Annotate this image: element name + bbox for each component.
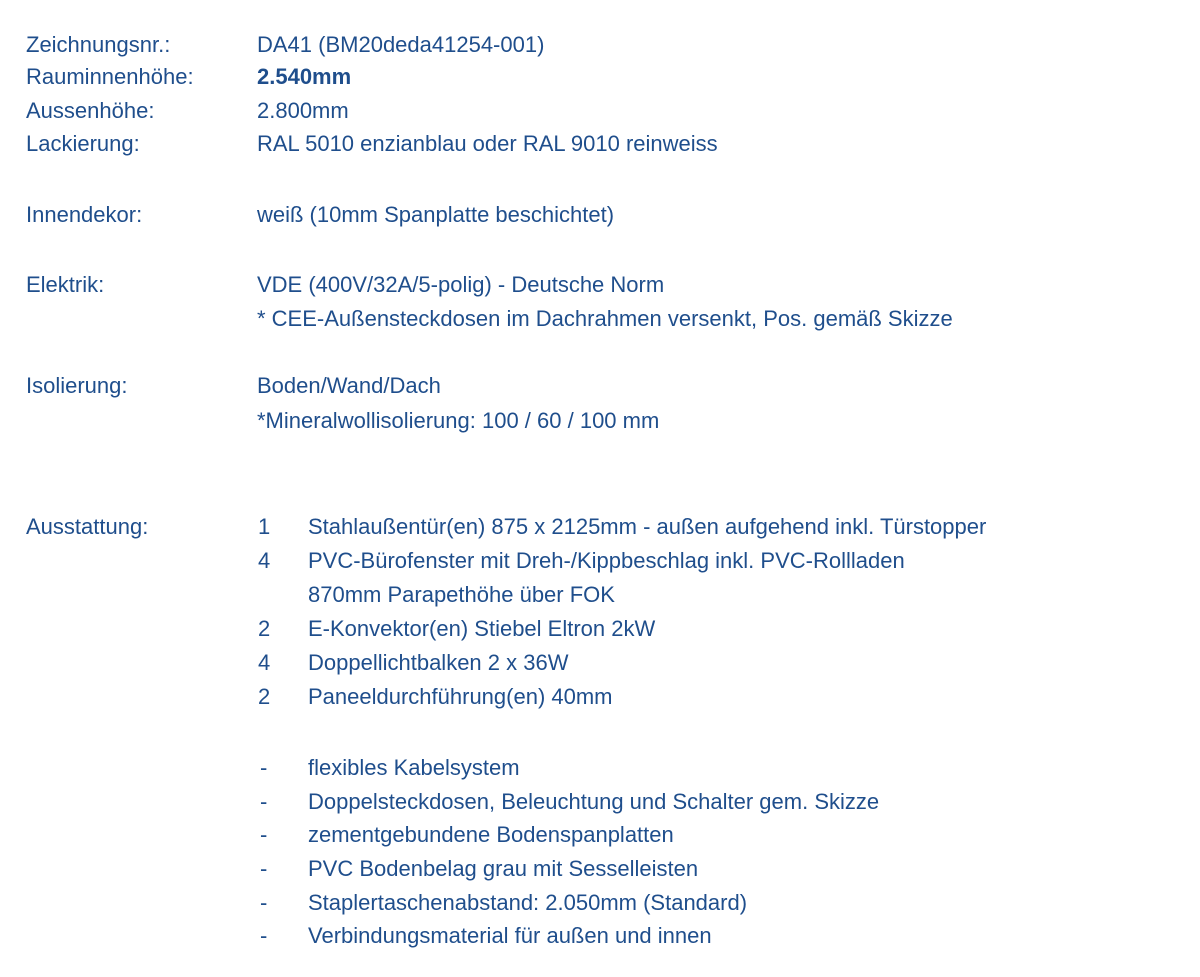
spec-label: Innendekor:	[26, 202, 143, 227]
item-text: PVC Bodenbelag grau mit Sesselleisten	[308, 856, 699, 881]
item-quantity: 2	[258, 616, 271, 641]
item-text: E-Konvektor(en) Stiebel Eltron 2kW	[308, 616, 656, 641]
spec-row-isolierung	[26, 373, 1186, 407]
spec-label: Rauminnenhöhe:	[26, 64, 194, 89]
bullet-dash: -	[260, 822, 268, 847]
bullet-dash: -	[260, 755, 268, 780]
spec-label: Isolierung:	[26, 373, 128, 398]
item-text: Verbindungsmaterial für außen und innen	[308, 923, 712, 948]
spec-value: VDE (400V/32A/5-polig) - Deutsche Norm	[257, 272, 665, 297]
item-quantity: 1	[258, 514, 271, 539]
spec-note-elektrik: * CEE-Außensteckdosen im Dachrahmen versenkt, Pos. gemäß Skizze	[257, 306, 953, 331]
spec-value: 2.540mm	[257, 64, 352, 89]
item-quantity: 4	[258, 650, 271, 675]
spec-label: Aussenhöhe:	[26, 98, 155, 123]
spec-label: Ausstattung:	[26, 514, 149, 539]
item-text: Stahlaußentür(en) 875 x 2125mm - außen aufgehend inkl. Türstopper	[308, 514, 987, 539]
bullet-dash: -	[260, 856, 268, 881]
spec-value: DA41 (BM20deda41254-001)	[257, 32, 545, 57]
spec-row-zeichnungsnr	[26, 32, 1186, 66]
spec-value: Boden/Wand/Dach	[257, 373, 441, 398]
spec-row-lackierung	[26, 131, 1186, 165]
spec-row-aussenhoehe	[26, 98, 1186, 132]
item-text: Paneeldurchführung(en) 40mm	[308, 684, 613, 709]
item-continuation: 870mm Parapethöhe über FOK	[308, 582, 615, 607]
bullet-dash: -	[260, 923, 268, 948]
spec-row-elektrik	[26, 272, 1186, 306]
item-quantity: 2	[258, 684, 271, 709]
item-text: flexibles Kabelsystem	[308, 755, 520, 780]
item-text: Doppelsteckdosen, Beleuchtung und Schalter gem. Skizze	[308, 789, 880, 814]
spec-label: Zeichnungsnr.:	[26, 32, 171, 57]
bullet-dash: -	[260, 890, 268, 915]
spec-label: Lackierung:	[26, 131, 140, 156]
spec-value: RAL 5010 enzianblau oder RAL 9010 reinweiss	[257, 131, 718, 156]
spec-value: 2.800mm	[257, 98, 349, 123]
item-text: Staplertaschenabstand: 2.050mm (Standard)	[308, 890, 748, 915]
spec-value: weiß (10mm Spanplatte beschichtet)	[257, 202, 615, 227]
spec-row-innendekor	[26, 202, 1186, 236]
item-text: Doppellichtbalken 2 x 36W	[308, 650, 569, 675]
spec-row-rauminnenhoehe	[26, 64, 1186, 98]
bullet-dash: -	[260, 789, 268, 814]
item-quantity: 4	[258, 548, 271, 573]
item-text: zementgebundene Bodenspanplatten	[308, 822, 674, 847]
spec-note-isolierung: *Mineralwollisolierung: 100 / 60 / 100 mm	[257, 408, 660, 433]
spec-label: Elektrik:	[26, 272, 105, 297]
item-text: PVC-Bürofenster mit Dreh-/Kippbeschlag inkl. PVC-Rollladen	[308, 548, 905, 573]
